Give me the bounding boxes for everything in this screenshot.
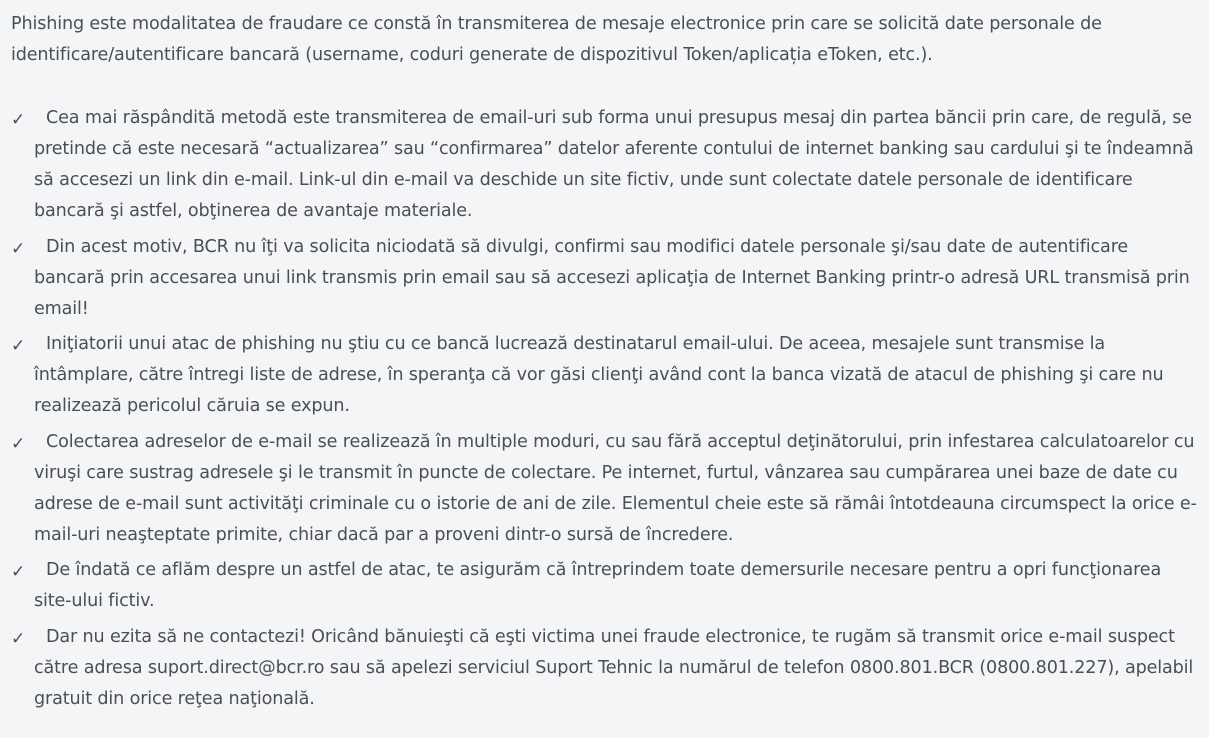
list-item-text: Colectarea adreselor de e-mail se realizează în multiple moduri, cu sau fără acceptul deţinătorului, prin infestarea calculatoarelor cu viruşi care sustrag adresele şi le transmit în puncte de colectare. Pe internet, furtul, vânzarea sau cumpărarea unei baze de date cu adrese de e-mail sunt activităţi criminale cu o istorie de ani de zile. Elementul cheie este să rămâi întotdeauna circumspect la orice e-mail-uri neaşteptate primite, chiar dacă par a proveni dintr-o sursă de încredere. [34,431,1197,545]
advice-list [11,103,1201,715]
list-item-text: Din acest motiv, BCR nu îţi va solicita niciodată să divulgi, confirmi sau modifici datele personale şi/sau date de autentificare bancară prin accesarea unui link transmis prin email sau să accesezi aplicaţia de Internet Banking printr-o adresă URL transmisă prin email! [34,236,1190,319]
check-mark-icon: ✓ [11,110,26,130]
list-item [11,232,1201,325]
list-item-text: Cea mai răspândită metodă este transmiterea de email-uri sub forma unui presupus mesaj din partea băncii prin care, de regulă, se pretinde că este necesară “actualizarea” sau “confirmarea” datelor aferente contului de internet banking sau cardului şi te îndeamnă să accesezi un link din e-mail. Link-ul din e-mail va deschide un site fictiv, unde sunt colectate datele personale de identificare bancară şi astfel, obţinerea de avantaje materiale. [34,108,1194,221]
list-item-text: De îndată ce aflăm despre un astfel de atac, te asigurăm că întreprindem toate demersurile necesare pentru a opri funcţionarea site-ului fictiv. [34,560,1162,611]
list-item [11,329,1201,422]
list-item [11,622,1201,715]
list-item [11,103,1201,227]
list-item-text: Dar nu ezita să ne contactezi! Oricând bănuieşti că eşti victima unei fraude electronice, te rugăm să transmit orice e-mail suspect către adresa suport.direct@bcr.ro sau să apelezi serviciul Suport Tehnic la numărul de telefon 0800.801.BCR (0800.801.227), apelabil gratuit din orice reţea naţională. [34,626,1194,709]
intro-paragraph: Phishing este modalitatea de fraudare ce constă în transmiterea de mesaje electronice prin care se solicită date personale de identificare/autentificare bancară (username, coduri generate de dispozitivul Token/aplicația eToken, etc.). [11,14,1102,65]
list-item [11,427,1201,551]
check-mark-icon: ✓ [11,628,26,649]
check-mark-icon: ✓ [11,562,26,582]
check-mark-icon: ✓ [11,433,26,454]
check-mark-icon: ✓ [11,336,26,356]
list-item [11,555,1201,617]
list-item-text: Iniţiatorii unui atac de phishing nu ştiu cu ce bancă lucrează destinatarul email-ului. De aceea, mesajele sunt transmise la întâmplare, către întregi liste de adrese, în speranţa că vor găsi clienţi având cont la banca vizată de atacul de phishing şi care nu realizează pericolul căruia se expun. [34,334,1164,416]
check-mark-icon: ✓ [11,238,26,259]
